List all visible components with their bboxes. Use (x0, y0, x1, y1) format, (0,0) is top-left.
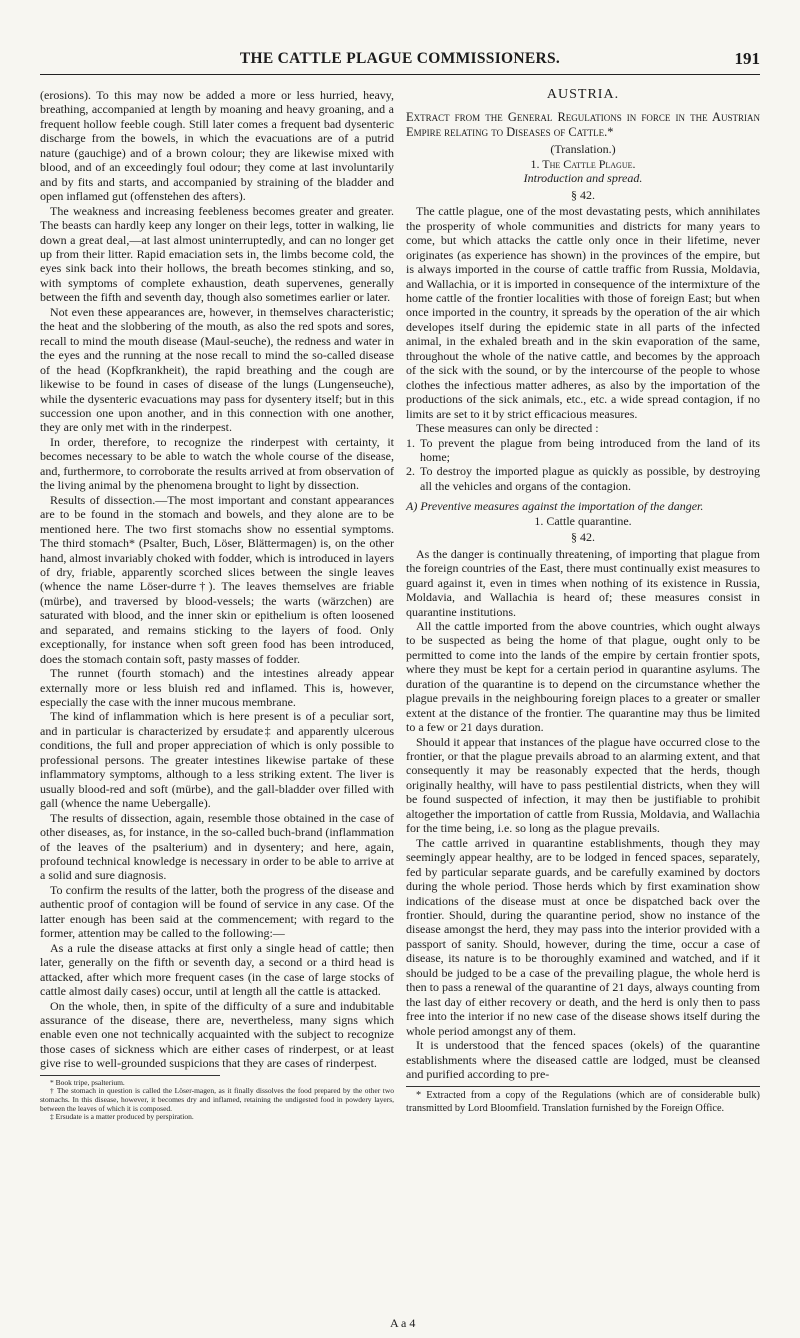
paragraph: It is understood that the fenced spaces (okels) of the quarantine establishments where the diseased cattle are lodged, must be cleansed and purified according to pre- (406, 1038, 760, 1081)
paragraph: As the danger is continually threatening, of importing that plague from the foreign countries of the East, there must continually exist measures to guard against it, even in times when nothing of its existence in Russia, Moldavia, and Wallachia is heard of; these measures consist in quarantine institutions. (406, 546, 760, 619)
section-mark: § 42. (571, 530, 595, 545)
running-title: THE CATTLE PLAGUE COMMISSIONERS. (239, 50, 561, 67)
list-text: To prevent the plague from being introduced from the land of its home; (420, 435, 760, 464)
paragraph: The cattle plague, one of the most devastating pests, which annihilates the prosperity of whole communities and districts for many years to come, but which attacks the cattle only once in their lifetime, never originates (as experience has shown) in the provinces of the empire, but is always imported in the course of cattle traffic from Russia, Moldavia, and Wallachia, or it is imported in consequence of the intermixture of the home cattle of the frontier localities with those of foreign East; but when once imported in the country, it spreads by the operation of the air which developes itself during the epidemic state in all parts of the infected animal, in the exhaled breath and in the skin evaporation of the same, throughout the whole of the native cattle, and becomes by the approach of the sick with the sound, or by the intercourse of the people to whose clothes the infectious matter adheres, as also by the importation of the productions of the sick animals, etc., etc. a wide spread contagion, if no limits are set to it by strict efficacious measures. (406, 204, 760, 421)
page-number: 191 (734, 49, 760, 68)
paragraph: Not even these appearances are, however, in themselves characteristic; the heat and the slobbering of the mouth, as also the red spots and sores, recall to mind the mouth disease (Maul-seuche), the redness and water in the eyes and the running at the nose recall to mind the so-called disease of the head (Kopfkrankheit), the rapid breathing and the cough are likewise to be found in cases of disease of the lungs (Lungenseuche), while the dysenteric evacuations may pass for dysentery itself; but in this succession one upon another, and in this connection with one another, they are only met with in the rinderpest. (40, 304, 394, 435)
subsection-title: 1. Cattle quarantine. (534, 513, 632, 528)
list-number: 2. (406, 464, 415, 479)
footnote-rule (406, 1086, 760, 1087)
footnote: * Book tripe, psalterium. (50, 1077, 125, 1087)
footnote: † The stomach in question is called the Löser-magen, as it finally dissolves the food prepared by the other two stomachs. In this disease, however, it becomes dry and inflamed, retaining the undigested food in powdery layers, between the leaves of which it is composed. (40, 1086, 394, 1113)
subsection-heading: A) Preventive measures against the importation of the danger. (406, 499, 704, 514)
page-header (40, 50, 760, 72)
paragraph: All the cattle imported from the above countries, which ought always to be suspected as being the home of that plague, ought only to be permitted to come into the lands of the empire by certain frontier spots, where they must be kept for a certain period in quarantine asylums. The duration of the quarantine is to depend on the circumstance whether the plague prevails in the neighbouring foreign places to a greater or smaller extent at the distance of the frontier. The quarantine may thus be limited to a few or 21 days duration. (406, 618, 760, 735)
footnote: * Extracted from a copy of the Regulations (which are of considerable bulk) transmitted by Lord Bloomfield. Translation furnished by the Foreign Office. (406, 1090, 760, 1114)
section-heading: AUSTRIA. (546, 87, 620, 102)
paragraph: On the whole, then, in spite of the difficulty of a sure and indubitable assurance of the disease, there are, nevertheless, many signs which enable even one not technically acquainted with the subject to recognize those cases of sickness which are either cases of rinderpest, or at least give rise to well-grounded suspicions that they are cases of rinderpest. (40, 998, 394, 1071)
paragraph: Should it appear that instances of the plague have occurred close to the frontier, or that the plague prevails abroad to an alarming extent, and that consequently it may be reasonably expected that the herds, though originally healthy, will have to pass pestilential districts, when they will be found suspected of infection, it may then be justifiable to prohibit altogether the importation of cattle from Russia, Moldavia, and Wallachia for the time being, i.e. so long as the plague prevails. (406, 734, 760, 836)
paragraph: These measures can only be directed : (416, 421, 599, 436)
translation-note: (Translation.) (550, 142, 616, 157)
list-item (406, 436, 760, 465)
paragraph: Results of dissection.—The most important and constant appearances are to be found in the stomach and bowels, and they alone are to be mentioned here. The two first stomachs show no essential symptoms. The third stomach* (Psalter, Buch, Löser, Blättermagen) is, on the other hand, almost invariably choked with fodder, which is introduced in layers of dry, friable, apparently scorched slices between the single leaves (whence the name Löser-durre†). The leaves themselves are friable (mürbe), and traversed by blood-vessels; the warts (wärzchen) are saturated with blood, and the inner skin or epithelium is often loosened and separated, and remains sticking to the layers of food. Only exceptionally, for instance when soft green food has been introduced, does the stomach contain soft, pasty masses of fodder. (40, 492, 394, 666)
measures-list (406, 436, 760, 494)
paragraph: In order, therefore, to recognize the rinderpest with certainty, it becomes necessary to be able to watch the whole course of the disease, and, furthermore, to corroborate the results arrived at from observation of the living animal by the phenomena brought to light by dissection. (40, 434, 394, 493)
footnote: ‡ Ersudate is a matter produced by perspiration. (50, 1112, 194, 1122)
list-number: 1. (406, 435, 415, 450)
list-text: To destroy the imported plague as quickly as possible, by destroying all the vehicles and organs of the contagion. (420, 464, 760, 493)
paragraph: The runnet (fourth stomach) and the intestines already appear externally more or less bluish red and inflamed. This is, however, especially the case with the inner mucous membrane. (40, 666, 394, 710)
right-column (406, 88, 760, 1115)
subheading-italic: Introduction and spread. (523, 171, 643, 186)
footnote-rule (40, 1075, 220, 1076)
list-item (406, 464, 760, 493)
paragraph: The results of dissection, again, resemble those obtained in the case of other diseases, as, for instance, in the so-called buch-brand (inflammation of the leaves of the psalterium) and in dysentery; and here, again, profound technical knowledge is necessary in order to be able to arrive at a solid and sure diagnosis. (40, 810, 394, 883)
paragraph: To confirm the results of the latter, both the progress of the disease and authentic proof of contagion will be found of service in any case. Of the latter enough has been said at the commencement; with regard to the former, attention may be called to the following:— (40, 882, 394, 941)
left-column (40, 88, 394, 1122)
paragraph: The kind of inflammation which is here present is of a peculiar sort, and in particular is characterized by ersudate‡ and apparently ulcerous conditions, the full and proper appreciation of which is only possible to professional persons. The greater intestines likewise partake of these inflammatory symptoms, although to a less striking extent. The liver is usually blood-red and soft (mürbe), and the gall-bladder over filled with gall (whence the name Uebergalle). (40, 709, 394, 811)
header-rule (40, 74, 760, 75)
signature-mark: A a 4 (390, 1316, 416, 1330)
subheading: 1. The Cattle Plague. (530, 156, 636, 171)
paragraph: As a rule the disease attacks at first only a single head of cattle; then later, generally on the fifth or seventh day, a second or a third head is attacked, after which more frequent cases (in the case of large stocks of cattle almost daily cases) occur, until at length all the cattle is attacked. (40, 940, 394, 999)
extract-title: Extract from the General Regulations in force in the Austrian Empire relating to Diseases of Cattle.* (406, 110, 760, 140)
paragraph: (erosions). To this may now be added a more or less hurried, heavy, breathing, accompanied at length by moaning and heavy groaning, and a frequent hollow feeble cough. Still later comes a frequent bad dysenteric discharge from the bowels, in which the evacuations are of a putrid nature (gauchige) and of a brown colour; they are likewise mixed with blood, and of an exceedingly foul odour; they come at last involuntarily and by fits and starts, and accompanied by straining of the bladder and open inflamed gut (offenstehen des afters). (40, 88, 394, 204)
paragraph: The cattle arrived in quarantine establishments, though they may seemingly appear healthy, are to be lodged in fenced spaces, separately, fed by particular separate guards, and be carefully examined by doctors during the whole period. Those herds which by first examination show indications of the disease must at once be dispatched back over the frontier. Should, during the quarantine period, show no instance of the disease amongst the herd, they may pass into the interior provided with a passport of sanity. Should, however, during the time, occur a case of disease, its nature is to be thoroughly examined and watched, and if it should be judged to be a case of the prevailing plague, the whole herd is then to pass a renewal of the quarantine of 21 days, always counting from the last day of either recovery or death, and the herd is only then to pass free into the interior if no new case of the disease shows itself during the whole period amongst any of them. (406, 835, 760, 1038)
paragraph: The weakness and increasing feebleness becomes greater and greater. The beasts can hardly keep any longer on their legs, totter in walking, lie down a great deal,—at last almost uninterruptedly, and can no longer get up from their litter. Rapid emaciation sets in, the limbs become cold, the eyes sink back into their hollows, the breath becomes stinking, and so, with symptoms of complete exhaustion, death supervenes, generally between the fifth and seventh day, though also sometimes earlier or later. (40, 203, 394, 305)
section-mark: § 42. (571, 187, 595, 202)
